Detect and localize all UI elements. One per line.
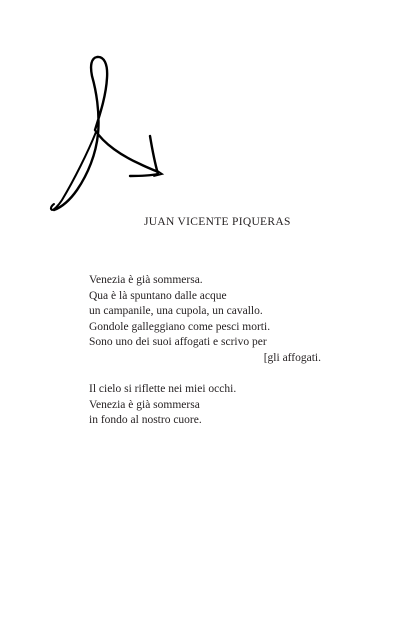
poem-line: in fondo al nostro cuore. <box>89 414 202 426</box>
poem-line: Venezia è già sommersa. <box>89 274 203 286</box>
poem-line-continuation: [gli affogati. <box>263 351 321 364</box>
handwritten-loop-arrow-icon <box>44 52 168 220</box>
poem <box>89 273 321 445</box>
poem-line: Venezia è già sommersa <box>89 398 200 411</box>
stanza <box>89 273 321 366</box>
author-name: JUAN VICENTE PIQUERAS <box>144 216 291 228</box>
stanza <box>89 382 321 429</box>
poem-line: Il cielo si riflette nei miei occhi. <box>89 383 237 395</box>
poem-line: Sono uno dei suoi affogati e scrivo per <box>89 336 267 348</box>
poem-line: Gondole galleggiano come pesci morti. <box>89 320 271 333</box>
poem-line: Qua è là spuntano dalle acque <box>89 289 227 302</box>
poem-line: un campanile, una cupola, un cavallo. <box>89 305 263 317</box>
